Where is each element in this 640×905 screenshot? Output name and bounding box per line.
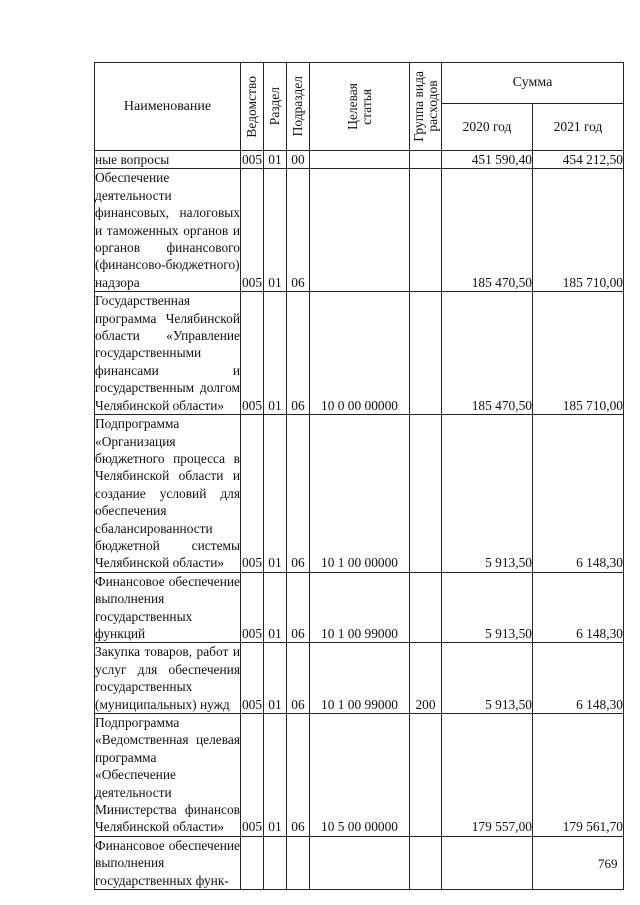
row-subsection: 06 — [287, 415, 310, 573]
table-row — [95, 292, 624, 415]
row-name: Финансовое обеспечение выполнения государственных функций — [95, 573, 240, 641]
table-row — [95, 415, 624, 573]
row-name: Государственная программа Челябинской области «Управление государственными финансами и государственным долгом Челябинской области» — [95, 293, 240, 413]
header-target: Целевая статья — [310, 63, 410, 151]
row-subsection: 06 — [287, 169, 310, 292]
header-year-2021: 2021 год — [533, 104, 624, 151]
row-sum-2021: 6 148,30 — [533, 415, 624, 573]
row-dept: 005 — [241, 714, 264, 837]
header-sum: Сумма — [442, 63, 624, 104]
page-number: 769 — [598, 856, 618, 871]
row-target — [310, 151, 410, 169]
row-section: 01 — [264, 415, 287, 573]
row-group — [410, 151, 442, 169]
row-sum-2021: 6 148,30 — [533, 572, 624, 643]
table-row — [95, 151, 624, 169]
table-row — [95, 714, 624, 837]
row-sum-2021: 6 148,30 — [533, 643, 624, 714]
row-section — [264, 836, 287, 889]
row-target — [310, 836, 410, 889]
row-sum-2020: 5 913,50 — [442, 415, 533, 573]
row-sum-2020: 185 470,50 — [442, 292, 533, 415]
row-group — [410, 169, 442, 292]
row-group — [410, 714, 442, 837]
row-group — [410, 415, 442, 573]
row-subsection — [287, 836, 310, 889]
row-dept: 005 — [241, 152, 263, 167]
row-name: Обеспечение деятельности финансовых, налоговых и таможенных органов и органов финансового (финансово-бюджетного) надзора — [95, 170, 240, 290]
row-sum-2021: 179 561,70 — [533, 714, 624, 837]
row-subsection: 00 — [287, 151, 310, 169]
row-dept: 005 — [241, 643, 264, 714]
row-name: ные вопросы — [95, 151, 241, 169]
row-dept — [241, 836, 264, 889]
header-group: Группа вида расходов — [410, 63, 442, 151]
row-subsection: 06 — [287, 292, 310, 415]
row-group — [410, 836, 442, 889]
row-sum-2020: 185 470,50 — [442, 169, 533, 292]
row-sum-2020: 179 557,00 — [442, 714, 533, 837]
table-header — [95, 63, 624, 151]
row-subsection: 06 — [287, 643, 310, 714]
header-section: Раздел — [264, 63, 287, 151]
row-section: 01 — [264, 292, 287, 415]
row-sum-2020 — [442, 836, 533, 889]
row-target: 10 0 00 00000 — [310, 292, 410, 415]
row-group: 200 — [410, 643, 442, 714]
row-group — [410, 292, 442, 415]
row-section: 01 — [264, 169, 287, 292]
row-target — [310, 169, 410, 292]
row-subsection: 06 — [287, 714, 310, 837]
row-section: 01 — [264, 151, 287, 169]
row-target: 10 5 00 00000 — [310, 714, 410, 837]
row-name: Финансовое обеспечение выполнения государственных функ- — [95, 837, 240, 888]
row-dept: 005 — [241, 415, 264, 573]
budget-table — [94, 62, 624, 890]
row-sum-2020: 5 913,50 — [442, 643, 533, 714]
row-name: Подпрограмма «Ведомственная целевая программа «Обеспечение деятельности Министерства финансов Челябинской области» — [95, 715, 240, 835]
row-sum-2021: 454 212,50 — [533, 151, 624, 169]
row-dept: 005 — [241, 572, 264, 643]
table-body — [95, 151, 624, 890]
table-row — [95, 572, 624, 643]
table-row — [95, 836, 624, 889]
row-sum-2021: 185 710,00 — [533, 292, 624, 415]
row-section: 01 — [264, 714, 287, 837]
row-target: 10 1 00 99000 — [310, 643, 410, 714]
row-section: 01 — [264, 572, 287, 643]
row-section: 01 — [264, 643, 287, 714]
row-group — [410, 572, 442, 643]
header-subsection: Подраздел — [287, 63, 310, 151]
header-name: Наименование — [95, 63, 241, 151]
row-target: 10 1 00 99000 — [310, 572, 410, 643]
header-year-2020: 2020 год — [442, 104, 533, 151]
header-dept: Ведомство — [241, 63, 264, 151]
row-dept: 005 — [241, 169, 264, 292]
table-row — [95, 169, 624, 292]
row-sum-2020: 5 913,50 — [442, 572, 533, 643]
row-dept: 005 — [241, 292, 264, 415]
row-sum-2021: 185 710,00 — [533, 169, 624, 292]
row-target: 10 1 00 00000 — [310, 415, 410, 573]
row-subsection: 06 — [287, 572, 310, 643]
row-name: Подпрограмма «Организация бюджетного процесса в Челябинской области и создание условий для обеспечения сбалансированности бюджетной системы Челябинской области» — [95, 416, 240, 571]
row-sum-2020: 451 590,40 — [442, 151, 533, 169]
row-name: Закупка товаров, работ и услуг для обеспечения государственных (муниципальных) нужд — [95, 644, 240, 712]
table-row — [95, 643, 624, 714]
